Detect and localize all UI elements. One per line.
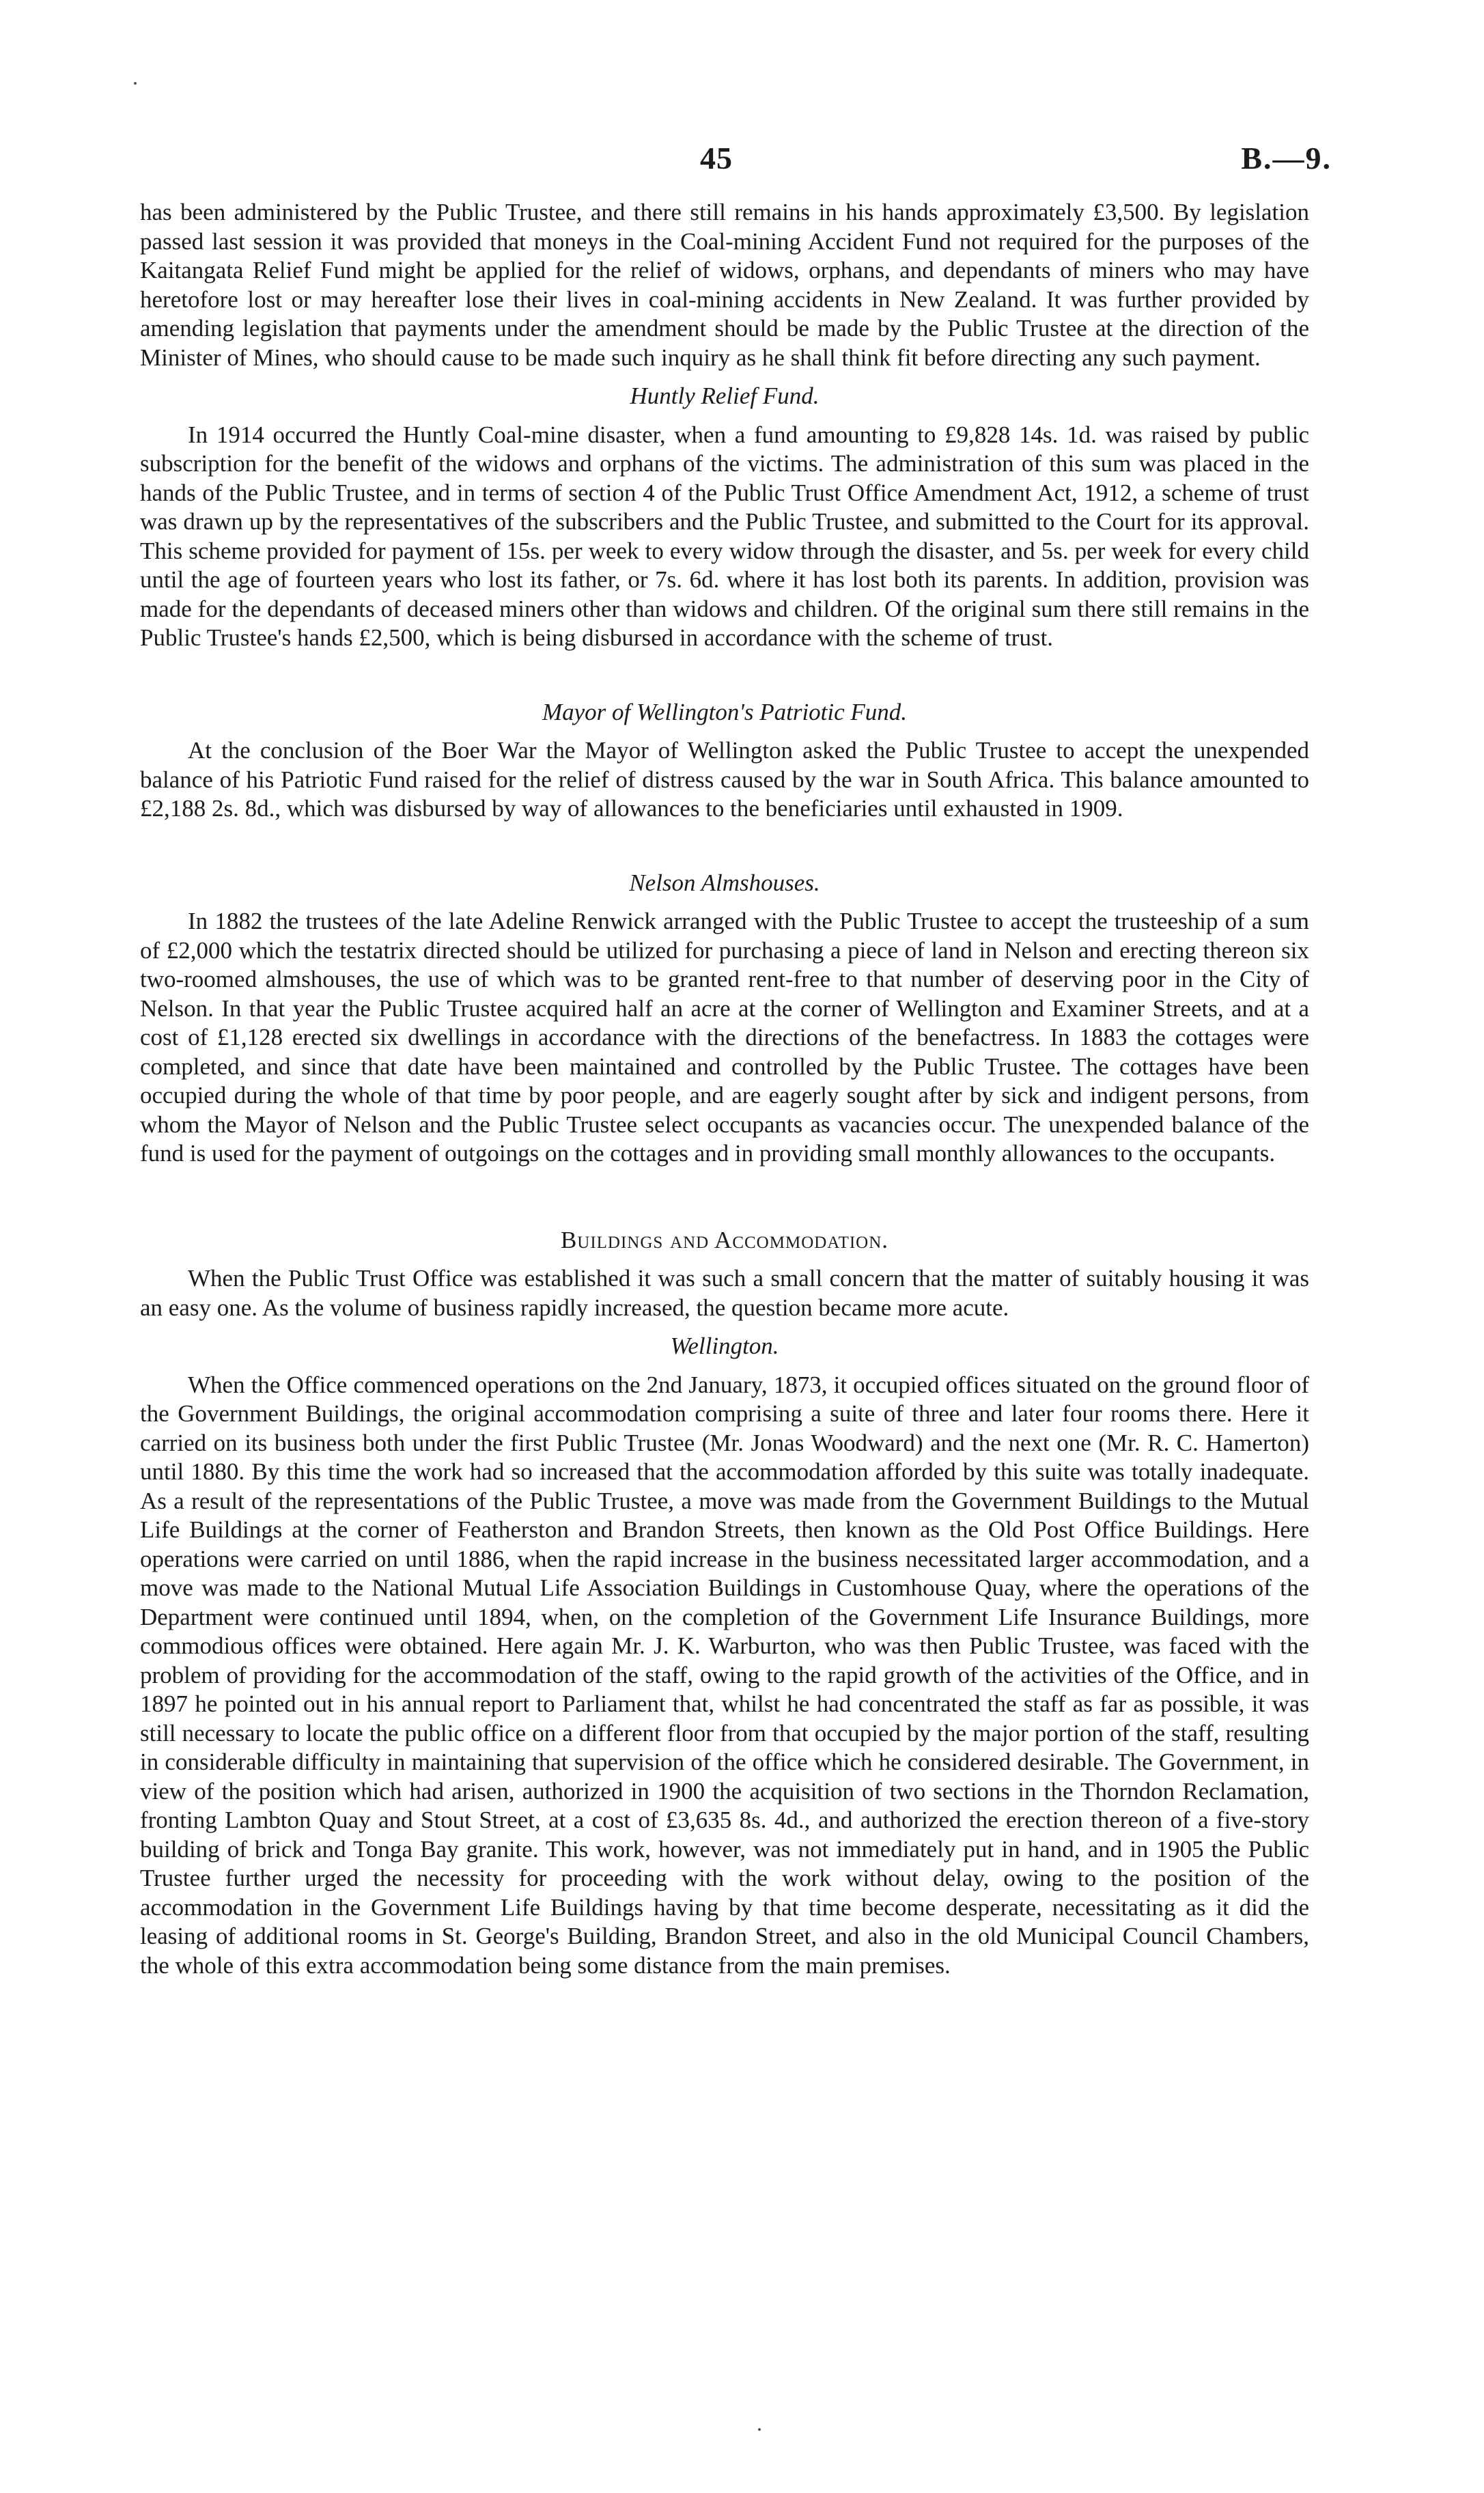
page-body [140,198,1309,1980]
mayor-fund-heading: Mayor of Wellington's Patriotic Fund. [542,698,908,725]
mayor-fund-paragraph: At the conclusion of the Boer War the Mayor of Wellington asked the Public Trustee to accept the unexpended balance of his Patriotic Fund raised for the relief of distress caused by the war in South Africa. This balance amounted to £2,188 2s. 8d., which was disbursed by way of allowances to the beneficiaries until exhausted in 1909. [140,737,1309,822]
scan-speck [134,82,137,85]
page-number: 45 [700,141,733,176]
wellington-heading: Wellington. [670,1333,779,1359]
page-header [0,140,1484,188]
nelson-paragraph: In 1882 the trustees of the late Adeline Renwick arranged with the Public Trustee to accept the trusteeship of a sum of £2,000 which the testatrix directed should be utilized for purchasing a piece of land in Nelson and erecting thereon six two-roomed almshouses, the use of which was to be granted rent-free to that number of deserving poor in the City of Nelson. In that year the Public Trustee acquired half an acre at the corner of Wellington and Examiner Streets, and at a cost of £1,128 erected six dwellings in accordance with the directions of the benefactress. In 1883 the cottages were completed, and since that date have been maintained and controlled by the Public Trustee. The cottages have been occupied during the whole of that time by poor people, and are eagerly sought after by sick and indigent persons, from whom the Mayor of Nelson and the Public Trustee select occupants as vacancies occur. The unexpended balance of the fund is used for the payment of outgoings on the cottages and in providing small monthly allowances to the occupants. [140,908,1309,1167]
buildings-heading: Buildings and Accommodation. [560,1226,889,1253]
document-reference: B.—9. [1241,141,1332,176]
huntly-heading: Huntly Relief Fund. [630,382,820,409]
nelson-heading: Nelson Almshouses. [629,869,820,896]
scan-speck [758,2428,761,2431]
huntly-paragraph: In 1914 occurred the Huntly Coal-mine disaster, when a fund amounting to £9,828 14s. 1d. was raised by public subscription for the benefit of the widows and orphans of the victims. The administration of this sum was placed in the hands of the Public Trustee, and in terms of section 4 of the Public Trust Office Amendment Act, 1912, a scheme of trust was drawn up by the representatives of the subscribers and the Public Trustee, and submitted to the Court for its approval. This scheme provided for payment of 15s. per week to every widow through the disaster, and 5s. per week for every child until the age of fourteen years who lost its father, or 7s. 6d. where it has lost both its parents. In addition, provision was made for the dependants of deceased miners other than widows and children. Of the original sum there still remains in the Public Trustee's hands £2,500, which is being disbursed in accordance with the scheme of trust. [140,421,1309,651]
wellington-paragraph: When the Office commenced operations on the 2nd January, 1873, it occupied offices situated on the ground floor of the Government Buildings, the original accommodation comprising a suite of three and later four rooms there. Here it carried on its business both under the first Public Trustee (Mr. Jonas Woodward) and the next one (Mr. R. C. Hamerton) until 1880. By this time the work had so increased that the accommodation afforded by this suite was totally inadequate. As a result of the representations of the Public Trustee, a move was made from the Government Buildings to the Mutual Life Buildings at the corner of Featherston and Brandon Streets, then known as the Old Post Office Buildings. Here operations were carried on until 1886, when the rapid increase in the business necessitated larger accommodation, and a move was made to the National Mutual Life Association Buildings in Customhouse Quay, where the operations of the Department were continued until 1894, when, on the completion of the Government Life Insurance Buildings, more commodious offices were obtained. Here again Mr. J. K. Warburton, who was then Public Trustee, was faced with the problem of providing for the accommodation of the staff, owing to the rapid growth of the activities of the Office, and in 1897 he pointed out in his annual report to Parliament that, whilst he had concentrated the staff as far as possible, it was still necessary to locate the public office on a different floor from that occupied by the major portion of the staff, resulting in considerable difficulty in maintaining that supervision of the office which he considered desirable. The Government, in view of the position which had arisen, authorized in 1900 the acquisition of two sections in the Thorndon Reclamation, fronting Lambton Quay and Stout Street, at a cost of £3,635 8s. 4d., and authorized the erection thereon of a five-story building of brick and Tonga Bay granite. This work, however, was not immediately put in hand, and in 1905 the Public Trustee further urged the necessity for proceeding with the work without delay, owing to the position of the accommodation in the Government Life Buildings having by that time become desperate, necessitating as it did the leasing of additional rooms in St. George's Building, Brandon Street, and also in the old Municipal Council Chambers, the whole of this extra accommodation being some distance from the main premises. [140,1371,1309,1979]
intro-paragraph: has been administered by the Public Trustee, and there still remains in his hands approximately £3,500. By legislation passed last session it was provided that moneys in the Coal-mining Accident Fund not required for the purposes of the Kaitangata Relief Fund might be applied for the relief of widows, orphans, and dependants of miners who may have heretofore lost or may hereafter lose their lives in coal-mining accidents in New Zealand. It was further provided by amending legislation that payments under the amendment should be made by the Public Trustee at the direction of the Minister of Mines, who should cause to be made such inquiry as he shall think fit before directing any such payment. [140,199,1309,371]
buildings-paragraph: When the Public Trust Office was established it was such a small concern that the matter of suitably housing it was an easy one. As the volume of business rapidly increased, the question became more acute. [140,1265,1309,1321]
